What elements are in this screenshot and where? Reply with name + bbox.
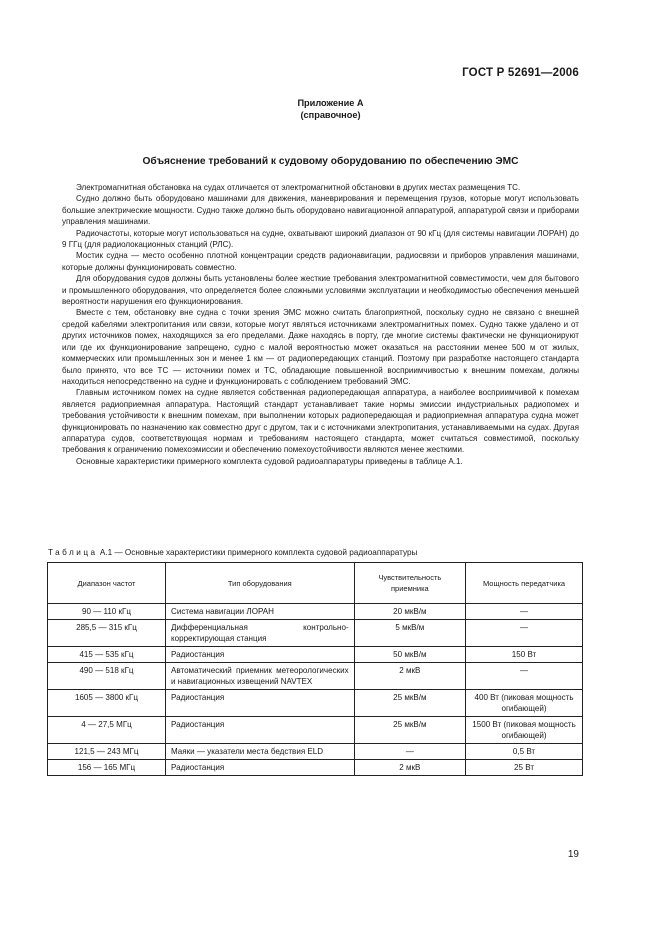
cell-power: — bbox=[466, 620, 583, 647]
table-header-row bbox=[48, 563, 583, 604]
table-row bbox=[48, 604, 583, 620]
cell-power: 150 Вт bbox=[466, 647, 583, 663]
cell-sensitivity: 25 мкВ/м bbox=[354, 717, 465, 744]
cell-power: — bbox=[466, 663, 583, 690]
cell-frequency: 285,5 — 315 кГц bbox=[48, 620, 166, 647]
cell-sensitivity: 5 мкВ/м bbox=[354, 620, 465, 647]
paragraph: Вместе с тем, обстановку вне судна с точки зрения ЭМС можно считать благоприятной, поскольку судно не связано с внешней средой кабелями электропитания или связи, которые могут являться источниками электромагнитных помех. Судно также удалено и от других источников помех, находящихся за его пределами. Даже находясь в порту, где многие системы фактически не функционируют или где их функционирование запрещено, судно с малой вероятностью может оказаться на расстоянии менее 500 м от жилых, коммерческих или промышленных зон и менее 1 км — от радиопередающих станций. Поэтому при разработке настоящего стандарта было принято, что все ТС — источники помех и ТС, обладающие повышенной восприимчивостью к внешним помехам, должны находиться непосредственно на судне и функционировать с соблюдением требований ЭМС. bbox=[62, 308, 579, 386]
cell-equipment bbox=[166, 663, 355, 690]
table-row bbox=[48, 690, 583, 717]
cell-power: 25 Вт bbox=[466, 760, 583, 776]
annex-heading bbox=[0, 97, 661, 121]
cell-sensitivity: — bbox=[354, 744, 465, 760]
annex-title: Приложение А bbox=[297, 98, 364, 108]
table-row bbox=[48, 647, 583, 663]
cell-frequency: 90 — 110 кГц bbox=[48, 604, 166, 620]
paragraph: Радиочастоты, которые могут использоваться на судне, охватывают широкий диапазон от 90 кГц (для системы навигации ЛОРАН) до 9 ГГц (для радиолокационных станций (РЛС). bbox=[62, 228, 579, 250]
cell-equipment bbox=[166, 744, 355, 760]
page-number: 19 bbox=[567, 849, 579, 860]
header-transmitter-power: Мощность передатчика bbox=[466, 563, 583, 604]
cell-equipment bbox=[166, 620, 355, 647]
cell-equipment: Радиостанция bbox=[166, 760, 355, 776]
cell-sensitivity: 2 мкВ bbox=[354, 760, 465, 776]
paragraph: Для оборудования судов должны быть установлены более жесткие требования электромагнитной совместимости, чем для бытового и промышленного оборудования, что определяется более сложными условиями эксплуатации и необходимостью обеспечения меньшей вероятности нарушения его функционирования. bbox=[62, 274, 579, 307]
cell-equipment-text: Маяки — указатели места бедствия ELD bbox=[171, 747, 324, 756]
cell-sensitivity: 25 мкВ/м bbox=[354, 690, 465, 717]
cell-frequency: 415 — 535 кГц bbox=[48, 647, 166, 663]
cell-power: — bbox=[466, 604, 583, 620]
annex-type: (справочное) bbox=[300, 110, 361, 120]
cell-frequency: 156 — 165 МГц bbox=[48, 760, 166, 776]
paragraph: Электромагнитная обстановка на судах отличается от электромагнитной обстановки в других местах размещения ТС. bbox=[76, 183, 521, 192]
paragraph: Главным источником помех на судне является собственная радиопередающая аппаратура, а наиболее восприимчивой к помехам является радиоприемная аппаратура. Настоящий стандарт устанавливает такие нормы эмиссии индустриальных радиопомех и требования устойчивости к внешним помехам, при выполнении которых радиопередающая и радиоприемная аппаратура судна может функционировать по назначению как совместно друг с другом, так и с источниками электропитания, устанавливаемыми на судах. Другая аппаратура судов, соответствующая нормам и требованиям настоящего стандарта, может считаться совместимой, поскольку требования к ограничению помехоэмиссии и обеспечению помехоустойчивости являются менее жесткими. bbox=[62, 388, 579, 455]
header-receiver-sensitivity: Чувствительность приемника bbox=[354, 563, 465, 604]
cell-frequency: 121,5 — 243 МГц bbox=[48, 744, 166, 760]
cell-equipment-text: Автоматический приемник метеорологических и навигационных извещений NAVTEX bbox=[171, 666, 349, 686]
table-caption bbox=[48, 548, 417, 557]
cell-frequency: 1605 — 3800 кГц bbox=[48, 690, 166, 717]
body-text bbox=[62, 182, 579, 467]
header-frequency-range: Диапазон частот bbox=[48, 563, 166, 604]
cell-equipment: Радиостанция bbox=[166, 690, 355, 717]
characteristics-table bbox=[47, 562, 583, 776]
table-row bbox=[48, 760, 583, 776]
paragraph: Судно должно быть оборудовано машинами для движения, маневрирования и перемещения грузов, которые могут использовать большие электрические мощности. Судно также должно быть оборудовано навигационной аппаратурой, аппаратурой связи и приборами управления машинами. bbox=[62, 194, 579, 227]
table-caption-prefix: Таблица bbox=[48, 548, 98, 557]
table-row bbox=[48, 744, 583, 760]
table-row bbox=[48, 620, 583, 647]
paragraph: Основные характеристики примерного комплекта судовой радиоаппаратуры приведены в таблице А.1. bbox=[76, 456, 463, 466]
cell-power: 400 Вт (пиковая мощность огибающей) bbox=[466, 690, 583, 717]
cell-equipment: Радиостанция bbox=[166, 717, 355, 744]
section-title: Объяснение требований к судовому оборудованию по обеспечению ЭМС bbox=[142, 156, 519, 167]
table-caption-text: А.1 — Основные характеристики примерного комплекта судовой радиоаппаратуры bbox=[99, 548, 418, 557]
table-row bbox=[48, 663, 583, 690]
standard-code: ГОСТ Р 52691—2006 bbox=[462, 67, 579, 79]
cell-equipment: Радиостанция bbox=[166, 647, 355, 663]
cell-power: 1500 Вт (пиковая мощность огибающей) bbox=[466, 717, 583, 744]
cell-equipment-text: Дифференциальная контрольно-корректирующая станция bbox=[171, 623, 349, 643]
cell-sensitivity: 2 мкВ bbox=[354, 663, 465, 690]
cell-sensitivity: 20 мкВ/м bbox=[354, 604, 465, 620]
cell-frequency: 4 — 27,5 МГц bbox=[48, 717, 166, 744]
header-equipment-type: Тип оборудования bbox=[166, 563, 355, 604]
cell-power: 0,5 Вт bbox=[466, 744, 583, 760]
cell-equipment: Система навигации ЛОРАН bbox=[166, 604, 355, 620]
paragraph: Мостик судна — место особенно плотной концентрации средств радионавигации, радиосвязи и приборов управления машинами, которые должны функционировать совместно. bbox=[62, 251, 579, 272]
cell-frequency: 490 — 518 кГц bbox=[48, 663, 166, 690]
cell-sensitivity: 50 мкВ/м bbox=[354, 647, 465, 663]
table-row bbox=[48, 717, 583, 744]
